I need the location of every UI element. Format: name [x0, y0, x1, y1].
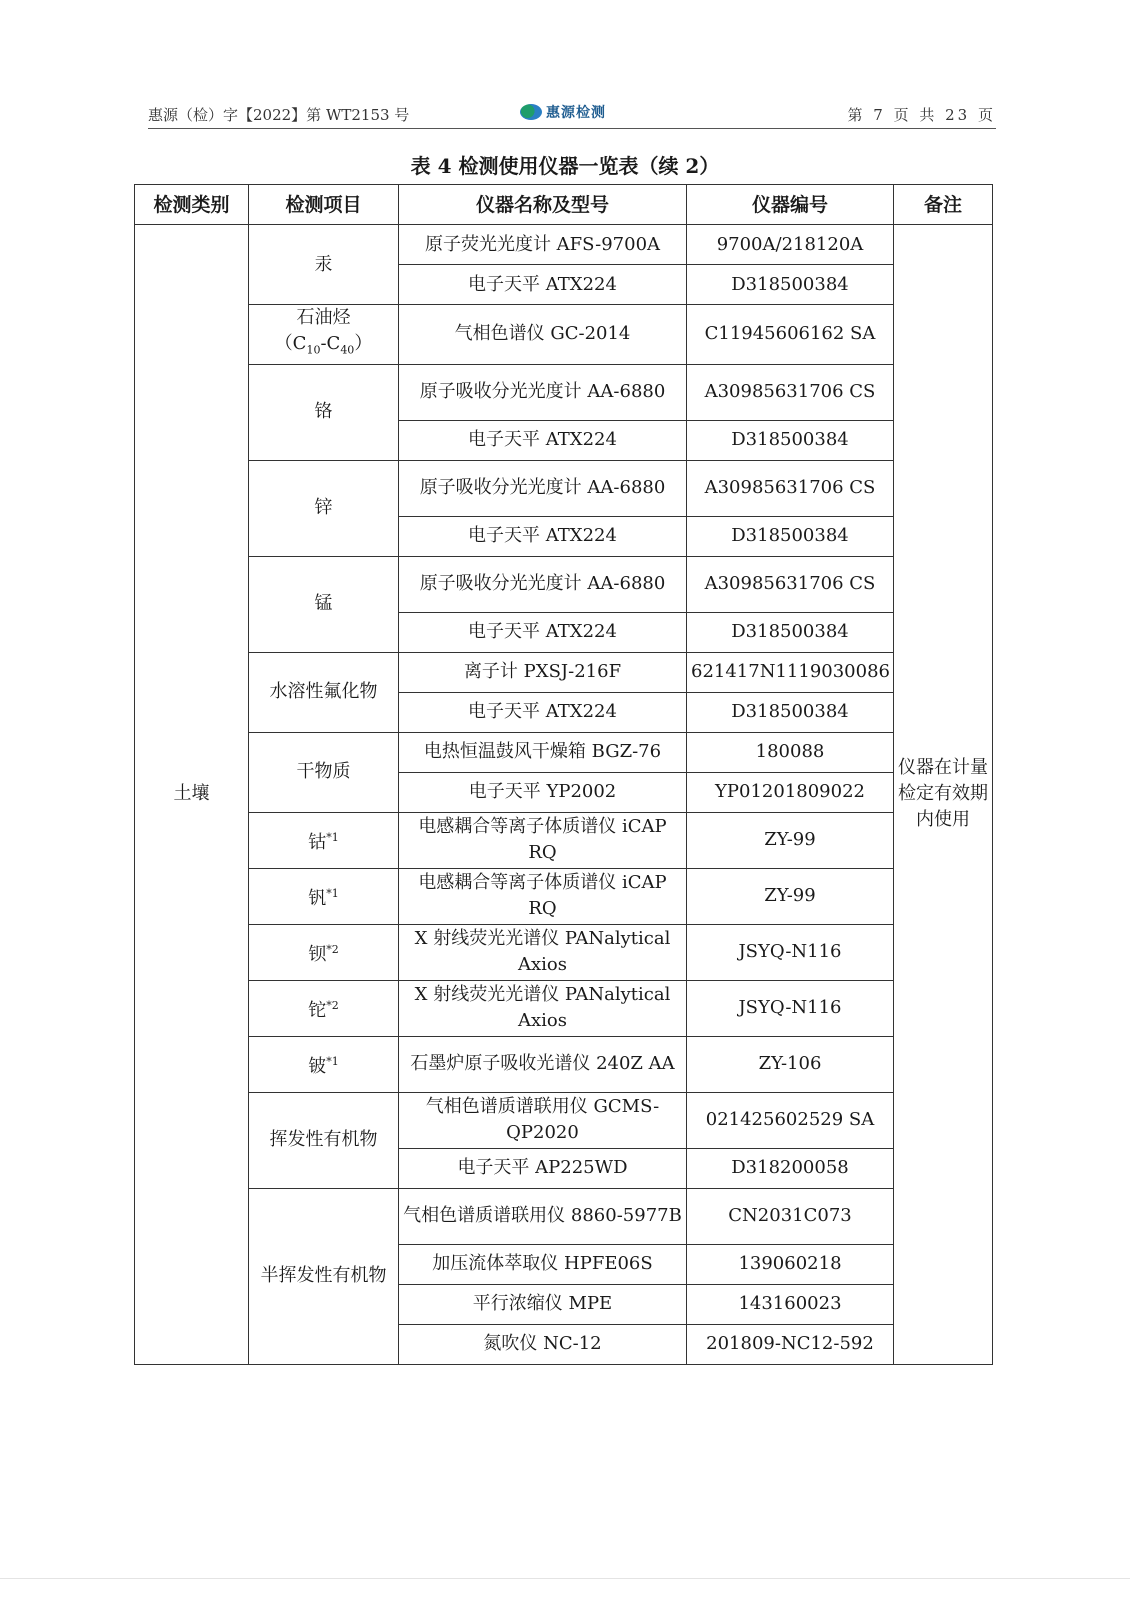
test-item: 铬	[249, 364, 399, 460]
instrument-serial: A30985631706 CS	[687, 460, 894, 516]
instrument-name: 电子天平 ATX224	[399, 420, 687, 460]
instrument-serial: ZY-99	[687, 868, 894, 924]
column-header: 备注	[894, 185, 993, 225]
table-row	[135, 652, 993, 692]
table-row	[135, 868, 993, 924]
table-row	[135, 556, 993, 612]
test-item: 干物质	[249, 732, 399, 812]
instrument-serial: 201809-NC12-592	[687, 1324, 894, 1364]
test-item: 钒$^{*1}$	[249, 868, 399, 924]
instrument-name: X 射线荧光光谱仪 PANalytical Axios	[399, 924, 687, 980]
table-row	[135, 1092, 993, 1148]
table-row	[135, 364, 993, 420]
table-header-row	[135, 185, 993, 225]
page-number: 第 7 页 共 23 页	[847, 106, 996, 124]
instrument-name: 加压流体萃取仪 HPFE06S	[399, 1244, 687, 1284]
table-row	[135, 812, 993, 868]
instrument-serial: D318500384	[687, 612, 894, 652]
instrument-serial: JSYQ-N116	[687, 924, 894, 980]
instrument-name: 电子天平 ATX224	[399, 612, 687, 652]
instrument-name: 电子天平 ATX224	[399, 692, 687, 732]
instrument-table	[134, 184, 993, 1365]
test-item-label: 石油烃	[296, 307, 351, 328]
instrument-serial: D318200058	[687, 1148, 894, 1188]
test-item: 铍$^{*1}$	[249, 1036, 399, 1092]
instrument-name: 原子吸收分光光度计 AA-6880	[399, 556, 687, 612]
instrument-name: 电子天平 YP2002	[399, 772, 687, 812]
instrument-serial: ZY-106	[687, 1036, 894, 1092]
test-item: 挥发性有机物	[249, 1092, 399, 1188]
instrument-name: 电感耦合等离子体质谱仪 iCAP RQ	[399, 812, 687, 868]
company-logo	[520, 102, 606, 122]
instrument-name: 平行浓缩仪 MPE	[399, 1284, 687, 1324]
test-item: 钡$^{*2}$	[249, 924, 399, 980]
instrument-serial: 621417N1119030086	[687, 652, 894, 692]
instrument-serial: 143160023	[687, 1284, 894, 1324]
test-item: 汞	[249, 225, 399, 305]
instrument-serial: 021425602529 SA	[687, 1092, 894, 1148]
instrument-name: 电感耦合等离子体质谱仪 iCAP RQ	[399, 868, 687, 924]
table-row	[135, 305, 993, 365]
instrument-serial: 9700A/218120A	[687, 225, 894, 265]
table-row	[135, 225, 993, 265]
instrument-serial: 139060218	[687, 1244, 894, 1284]
instrument-serial: A30985631706 CS	[687, 364, 894, 420]
test-item: 锰	[249, 556, 399, 652]
instrument-name: 电热恒温鼓风干燥箱 BGZ-76	[399, 732, 687, 772]
logo-text: 惠源检测	[546, 105, 606, 121]
test-item: 水溶性氟化物	[249, 652, 399, 732]
instrument-serial: C11945606162 SA	[687, 305, 894, 365]
table-row	[135, 924, 993, 980]
instrument-serial: 180088	[687, 732, 894, 772]
instrument-serial: D318500384	[687, 516, 894, 556]
table-row	[135, 980, 993, 1036]
page-header	[148, 104, 996, 129]
instrument-name: X 射线荧光光谱仪 PANalytical Axios	[399, 980, 687, 1036]
table-row	[135, 1036, 993, 1092]
column-header: 检测类别	[135, 185, 249, 225]
test-item: 铊$^{*2}$	[249, 980, 399, 1036]
instrument-name: 氮吹仪 NC-12	[399, 1324, 687, 1364]
instrument-name: 离子计 PXSJ-216F	[399, 652, 687, 692]
instrument-serial: CN2031C073	[687, 1188, 894, 1244]
column-header: 仪器编号	[687, 185, 894, 225]
instrument-name: 电子天平 ATX224	[399, 516, 687, 556]
test-item: 石油烃 $(C_{10}-C_{40})$	[249, 305, 399, 365]
instrument-name: 气相色谱质谱联用仪 8860-5977B	[399, 1188, 687, 1244]
document-number: 惠源（检）字【2022】第 WT2153 号	[148, 106, 410, 124]
remark-cell: 仪器在计量检定有效期内使用	[894, 225, 993, 1365]
table-row	[135, 732, 993, 772]
instrument-name: 原子吸收分光光度计 AA-6880	[399, 460, 687, 516]
instrument-name: 石墨炉原子吸收光谱仪 240Z AA	[399, 1036, 687, 1092]
instrument-name: 原子吸收分光光度计 AA-6880	[399, 364, 687, 420]
logo-icon	[520, 104, 542, 120]
instrument-name: 电子天平 AP225WD	[399, 1148, 687, 1188]
table-row	[135, 1188, 993, 1244]
instrument-serial: D318500384	[687, 692, 894, 732]
instrument-serial: JSYQ-N116	[687, 980, 894, 1036]
test-item: 锌	[249, 460, 399, 556]
page-bottom-edge	[0, 1578, 1130, 1579]
instrument-name: 气相色谱仪 GC-2014	[399, 305, 687, 365]
table-row	[135, 460, 993, 516]
test-item: 半挥发性有机物	[249, 1188, 399, 1364]
column-header: 仪器名称及型号	[399, 185, 687, 225]
category-cell: 土壤	[135, 225, 249, 1365]
instrument-serial: YP01201809022	[687, 772, 894, 812]
test-item: 钴$^{*1}$	[249, 812, 399, 868]
instrument-name: 电子天平 ATX224	[399, 265, 687, 305]
instrument-name: 原子荧光光度计 AFS-9700A	[399, 225, 687, 265]
column-header: 检测项目	[249, 185, 399, 225]
instrument-serial: ZY-99	[687, 812, 894, 868]
instrument-serial: D318500384	[687, 420, 894, 460]
instrument-serial: D318500384	[687, 265, 894, 305]
instrument-name: 气相色谱质谱联用仪 GCMS-QP2020	[399, 1092, 687, 1148]
table-title: 表 4 检测使用仪器一览表（续 2）	[410, 154, 720, 178]
instrument-serial: A30985631706 CS	[687, 556, 894, 612]
